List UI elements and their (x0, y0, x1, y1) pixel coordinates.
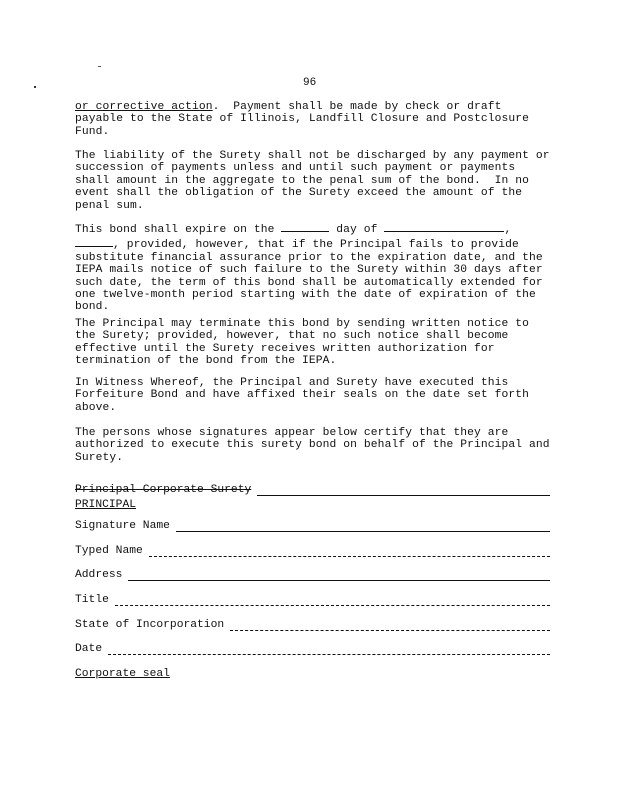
date-label: Date (75, 642, 103, 655)
state-row (75, 617, 550, 631)
payment-text: . Payment shall be made by check or draft payable to the State of Illinois, Landfill Closure and Postclosure Fund. (75, 101, 536, 138)
year-blank[interactable] (75, 236, 113, 247)
month-blank[interactable] (384, 221, 504, 232)
paragraph-termination: The Principal may terminate this bond by sending written notice to the Surety; provided, however, that no such notice shall become effective until the Surety receives written authorization for termination of the bond from the IEPA. (75, 318, 536, 368)
expire-text-c: , provided, however, that if the Principal fails to provide substitute financial assurance prior to the expiration date, and the IEPA mails notice of such failure to the Surety within 30 days after such date, the term of this bond shall be automatically extended for one twelve-month period starting with the date of expiration of the bond. (75, 239, 550, 314)
typed-name-label: Typed Name (75, 544, 143, 557)
principal-label: PRINCIPAL (75, 499, 137, 511)
principal-header-row (75, 482, 550, 496)
paragraph-witness: In Witness Whereof, the Principal and Surety have executed this Forfeiture Bond and have affixed their seals on the date set forth above. (75, 377, 536, 414)
address-label: Address (75, 568, 123, 581)
title-line[interactable] (115, 594, 550, 606)
title-row (75, 592, 550, 606)
signature-row (75, 518, 550, 532)
corrective-action-term: or corrective action (75, 101, 213, 113)
signature-line[interactable] (176, 520, 550, 532)
page-number: 96 (303, 77, 317, 89)
address-row (75, 567, 550, 581)
scan-speck (34, 86, 36, 88)
day-blank[interactable] (281, 221, 329, 232)
expire-text-b: day of (336, 224, 378, 236)
typed-name-row (75, 543, 550, 557)
paragraph-expiration: This bond shall expire on the day of , , provided, however, that if the Principal fails to provide substitute financial assurance prior to the expiration date, and the IEPA mails notice of such failure to the Surety within 30 days after such date, the term of this bond shall be automatically extended for one twelve-month period starting with the date of expiration of the bond. (75, 221, 555, 314)
address-line[interactable] (128, 569, 550, 581)
paragraph-liability: The liability of the Surety shall not be discharged by any payment or succession of payments unless and until such payment or payments shall amount in the aggregate to the penal sum of the bond. In no event shall the obligation of the Surety exceed the amount of the penal sum. (75, 150, 557, 212)
principal-name-line[interactable] (257, 484, 550, 496)
scan-speck (98, 66, 101, 67)
date-row (75, 641, 550, 655)
state-label: State of Incorporation (75, 618, 225, 631)
expire-text-a: This bond shall expire on the (75, 224, 275, 236)
typed-name-line[interactable] (149, 545, 550, 557)
date-line[interactable] (108, 643, 550, 655)
signature-label: Signature Name (75, 519, 170, 532)
struck-header: Principal Corporate Surety (75, 483, 252, 496)
paragraph-payment (75, 101, 555, 138)
corporate-seal-label: Corporate seal (75, 668, 170, 680)
state-line[interactable] (230, 619, 550, 631)
paragraph-certification: The persons whose signatures appear below certify that they are authorized to execute this surety bond on behalf of the Principal and Surety. (75, 427, 557, 464)
title-label: Title (75, 593, 109, 606)
